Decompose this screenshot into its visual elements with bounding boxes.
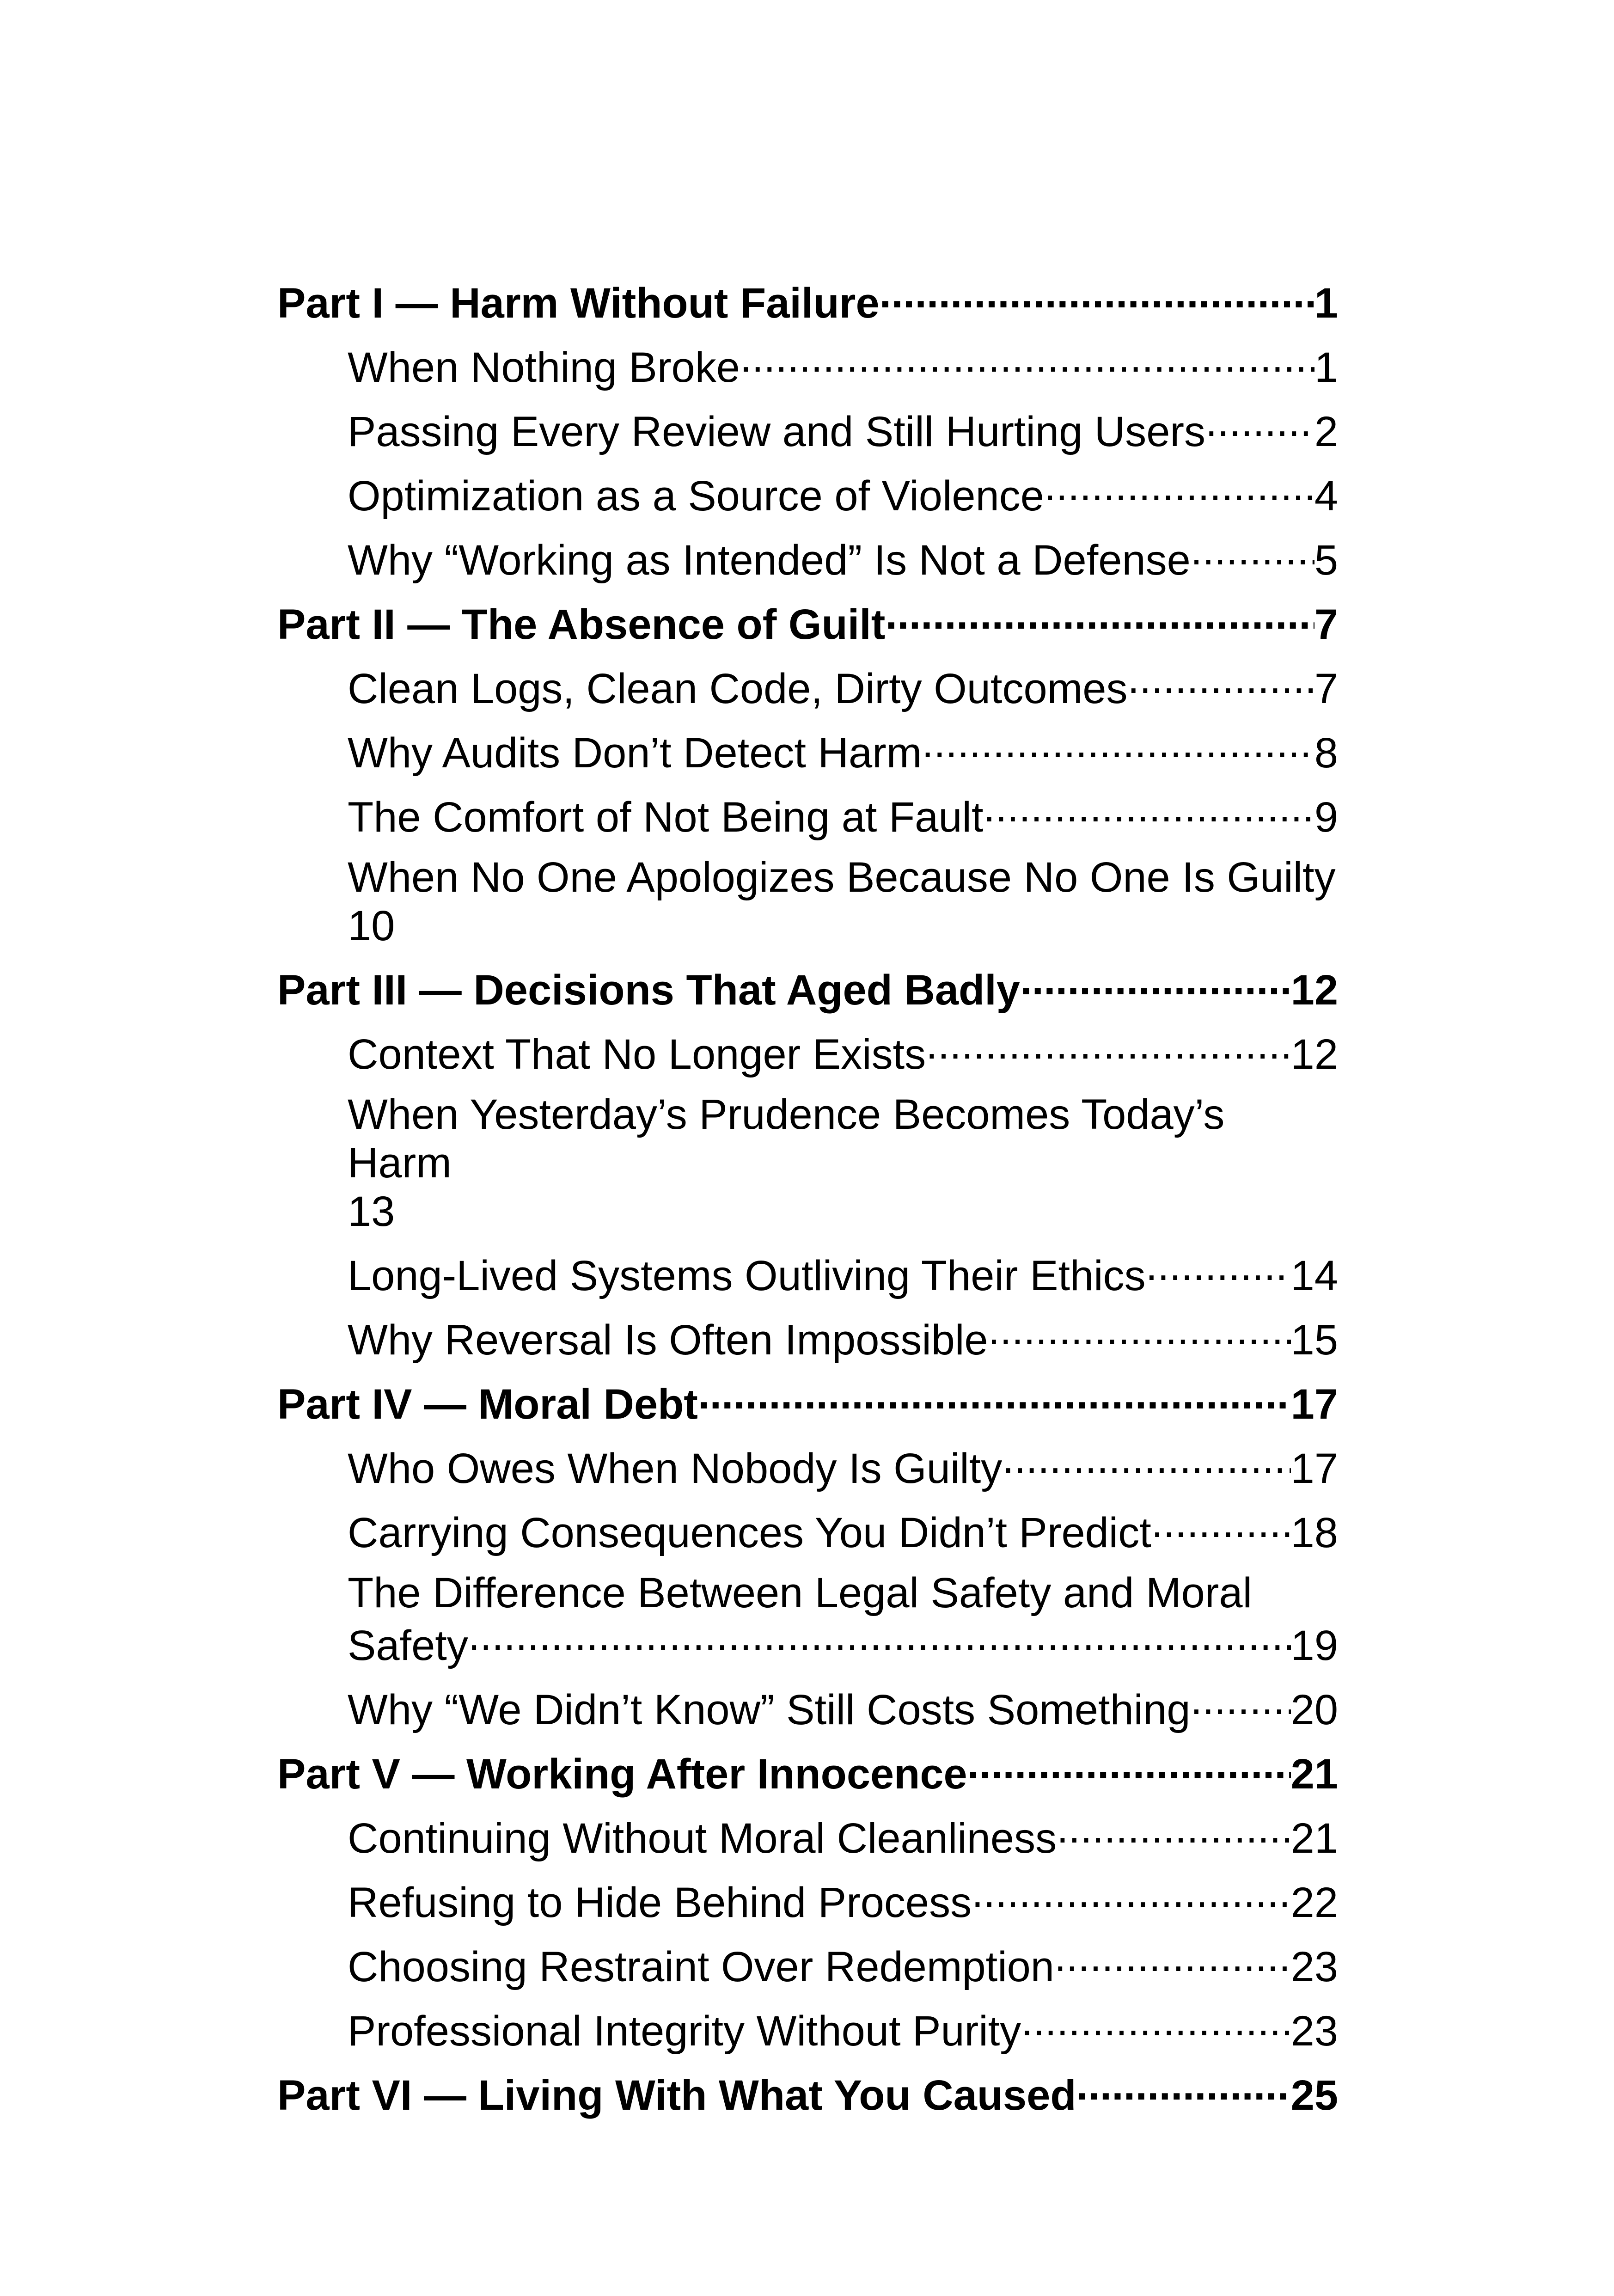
toc-page-number: 12 bbox=[1290, 1031, 1338, 1078]
toc-page-number: 14 bbox=[1290, 1252, 1338, 1299]
toc-page-number: 7 bbox=[1314, 665, 1338, 712]
dot-leader bbox=[1002, 1440, 1290, 1483]
toc-entry-line bbox=[348, 1505, 1338, 1557]
toc-entry-title: When Yesterday’s Prudence Becomes Today’s Harm bbox=[348, 1091, 1225, 1187]
dot-leader bbox=[1057, 1810, 1291, 1853]
dot-leader bbox=[698, 1376, 1291, 1419]
dot-leader bbox=[926, 1026, 1290, 1069]
toc-entry-title: Part II — The Absence of Guilt bbox=[277, 601, 886, 648]
toc-entry-title-continued: Safety bbox=[348, 1622, 468, 1669]
toc-entry-title: Optimization as a Source of Violence bbox=[348, 472, 1044, 520]
toc-part-entry bbox=[277, 596, 1338, 649]
toc-part-entry bbox=[277, 1746, 1338, 1799]
toc-entry-title: Continuing Without Moral Cleanliness bbox=[348, 1815, 1057, 1862]
toc-entry-title: Why Audits Don’t Detect Harm bbox=[348, 729, 922, 777]
toc-page-number: 2 bbox=[1314, 408, 1338, 455]
dot-leader bbox=[1205, 404, 1314, 446]
toc-page-number: 1 bbox=[1314, 344, 1338, 391]
dot-leader bbox=[740, 339, 1314, 382]
toc-entry-line bbox=[277, 275, 1338, 328]
toc-part-entry bbox=[277, 2067, 1338, 2120]
dot-leader bbox=[1191, 1682, 1291, 1724]
toc-chapter-entry bbox=[277, 1682, 1338, 1734]
toc-entry-title: Why Reversal Is Often Impossible bbox=[348, 1316, 988, 1364]
toc-page-number: 7 bbox=[1314, 601, 1338, 648]
dot-leader bbox=[1151, 1505, 1291, 1547]
toc-chapter-entry bbox=[277, 2003, 1338, 2056]
dot-leader bbox=[880, 275, 1314, 318]
toc-entry-line bbox=[348, 1026, 1338, 1079]
toc-entry-line bbox=[348, 789, 1338, 842]
toc-entry-title: Passing Every Review and Still Hurting Users bbox=[348, 408, 1206, 455]
toc-entry-title: Why “We Didn’t Know” Still Costs Something bbox=[348, 1686, 1191, 1733]
toc-part-entry bbox=[277, 275, 1338, 328]
toc-entry-line bbox=[277, 2067, 1338, 2120]
toc-chapter-entry bbox=[277, 1874, 1338, 1927]
toc-entry-title: Carrying Consequences You Didn’t Predict bbox=[348, 1509, 1151, 1556]
toc-entry-line bbox=[277, 596, 1338, 649]
dot-leader bbox=[1127, 661, 1314, 703]
toc-entry-line bbox=[348, 661, 1338, 713]
toc-page-number: 18 bbox=[1290, 1509, 1338, 1556]
toc-chapter-entry bbox=[277, 1810, 1338, 1863]
toc-entry-line bbox=[348, 2003, 1338, 2056]
toc-entry-line bbox=[348, 1312, 1338, 1365]
toc-entry-line bbox=[348, 1440, 1338, 1493]
toc-entry-title: Part V — Working After Innocence bbox=[277, 1751, 967, 1798]
toc-entry-title: When No One Apologizes Because No One Is Guilty bbox=[348, 854, 1336, 901]
toc-entry-line bbox=[348, 468, 1338, 520]
toc-entry-title: Why “Working as Intended” Is Not a Defense bbox=[348, 537, 1191, 584]
toc-page-number: 13 bbox=[348, 1188, 395, 1235]
toc-chapter-entry bbox=[277, 1440, 1338, 1493]
toc-chapter-entry bbox=[277, 853, 1338, 950]
toc-entry-title: Clean Logs, Clean Code, Dirty Outcomes bbox=[348, 665, 1128, 712]
toc-entry-title: Context That No Longer Exists bbox=[348, 1031, 926, 1078]
dot-leader bbox=[1044, 468, 1314, 510]
toc-page-number: 5 bbox=[1314, 537, 1338, 584]
toc-entry-line bbox=[348, 1874, 1338, 1927]
toc-entry-line bbox=[277, 962, 1338, 1015]
toc-page-number: 21 bbox=[1290, 1751, 1338, 1798]
toc-page-number: 17 bbox=[1290, 1381, 1338, 1428]
toc-entry-line bbox=[348, 404, 1338, 456]
toc-entry-title: Part III — Decisions That Aged Badly bbox=[277, 967, 1020, 1014]
toc-entry-title: The Difference Between Legal Safety and Moral bbox=[348, 1569, 1253, 1616]
toc-chapter-entry bbox=[277, 789, 1338, 842]
toc-chapter-entry bbox=[277, 1248, 1338, 1300]
toc-list bbox=[277, 275, 1338, 2120]
toc-page-number: 17 bbox=[1290, 1445, 1338, 1492]
toc-entry-line bbox=[348, 532, 1338, 585]
toc-chapter-entry bbox=[277, 725, 1338, 778]
dot-leader bbox=[972, 1874, 1291, 1917]
toc-part-entry bbox=[277, 962, 1338, 1015]
toc-chapter-entry bbox=[277, 1939, 1338, 1991]
toc-page-number: 4 bbox=[1314, 472, 1338, 520]
toc-chapter-entry bbox=[277, 661, 1338, 713]
toc-entry-title: Choosing Restraint Over Redemption bbox=[348, 1943, 1054, 1990]
dot-leader bbox=[967, 1746, 1291, 1788]
toc-page-number: 20 bbox=[1290, 1686, 1338, 1733]
dot-leader bbox=[984, 789, 1314, 832]
toc-entry-line bbox=[348, 1617, 1338, 1670]
toc-page-number: 9 bbox=[1314, 794, 1338, 841]
toc-page-number: 22 bbox=[1290, 1879, 1338, 1926]
dot-leader bbox=[1021, 2003, 1290, 2045]
toc-entry-line bbox=[348, 1810, 1338, 1863]
toc-page-number: 12 bbox=[1290, 967, 1338, 1014]
toc-page-number: 25 bbox=[1290, 2072, 1338, 2119]
toc-entry-title: Part VI — Living With What You Caused bbox=[277, 2072, 1076, 2119]
toc-page-number: 10 bbox=[348, 902, 395, 949]
dot-leader bbox=[468, 1617, 1291, 1660]
toc-entry-title: Part I — Harm Without Failure bbox=[277, 280, 880, 327]
toc-entry-line bbox=[348, 1248, 1338, 1300]
dot-leader bbox=[922, 725, 1314, 767]
toc-chapter-entry bbox=[277, 1569, 1338, 1670]
toc-chapter-entry bbox=[277, 1090, 1338, 1236]
toc-entry-line bbox=[277, 1746, 1338, 1799]
toc-page-number: 21 bbox=[1290, 1815, 1338, 1862]
toc-chapter-entry bbox=[277, 468, 1338, 520]
toc-part-entry bbox=[277, 1376, 1338, 1429]
dot-leader bbox=[885, 596, 1314, 639]
dot-leader bbox=[1146, 1248, 1291, 1290]
toc-chapter-entry bbox=[277, 1505, 1338, 1557]
toc-entry-title: Who Owes When Nobody Is Guilty bbox=[348, 1445, 1003, 1492]
toc-page-number: 23 bbox=[1290, 2008, 1338, 2055]
dot-leader bbox=[1054, 1939, 1291, 1981]
toc-chapter-entry bbox=[277, 1312, 1338, 1365]
toc-entry-title: Long-Lived Systems Outliving Their Ethics bbox=[348, 1252, 1146, 1299]
toc-entry-title: The Comfort of Not Being at Fault bbox=[348, 794, 984, 841]
toc-chapter-entry bbox=[277, 532, 1338, 585]
toc-entry-line bbox=[348, 1939, 1338, 1991]
toc-page-number: 15 bbox=[1290, 1316, 1338, 1364]
toc-entry-title: Part IV — Moral Debt bbox=[277, 1381, 698, 1428]
toc-chapter-entry bbox=[277, 339, 1338, 392]
dot-leader bbox=[988, 1312, 1291, 1354]
toc-page-number: 1 bbox=[1314, 280, 1338, 327]
toc-entry-title: Refusing to Hide Behind Process bbox=[348, 1879, 972, 1926]
table-of-contents bbox=[277, 275, 1338, 2120]
dot-leader bbox=[1020, 962, 1291, 1004]
toc-entry-title: When Nothing Broke bbox=[348, 344, 740, 391]
toc-page-number: 19 bbox=[1290, 1622, 1338, 1669]
toc-chapter-entry bbox=[277, 404, 1338, 456]
toc-entry-line bbox=[348, 1682, 1338, 1734]
toc-entry-line bbox=[348, 725, 1338, 778]
toc-page-number: 23 bbox=[1290, 1943, 1338, 1990]
toc-chapter-entry bbox=[277, 1026, 1338, 1079]
dot-leader bbox=[1076, 2067, 1291, 2110]
toc-entry-line bbox=[348, 339, 1338, 392]
toc-entry-title: Professional Integrity Without Purity bbox=[348, 2008, 1021, 2055]
dot-leader bbox=[1191, 532, 1314, 575]
toc-page-number: 8 bbox=[1314, 729, 1338, 777]
toc-entry-line bbox=[277, 1376, 1338, 1429]
